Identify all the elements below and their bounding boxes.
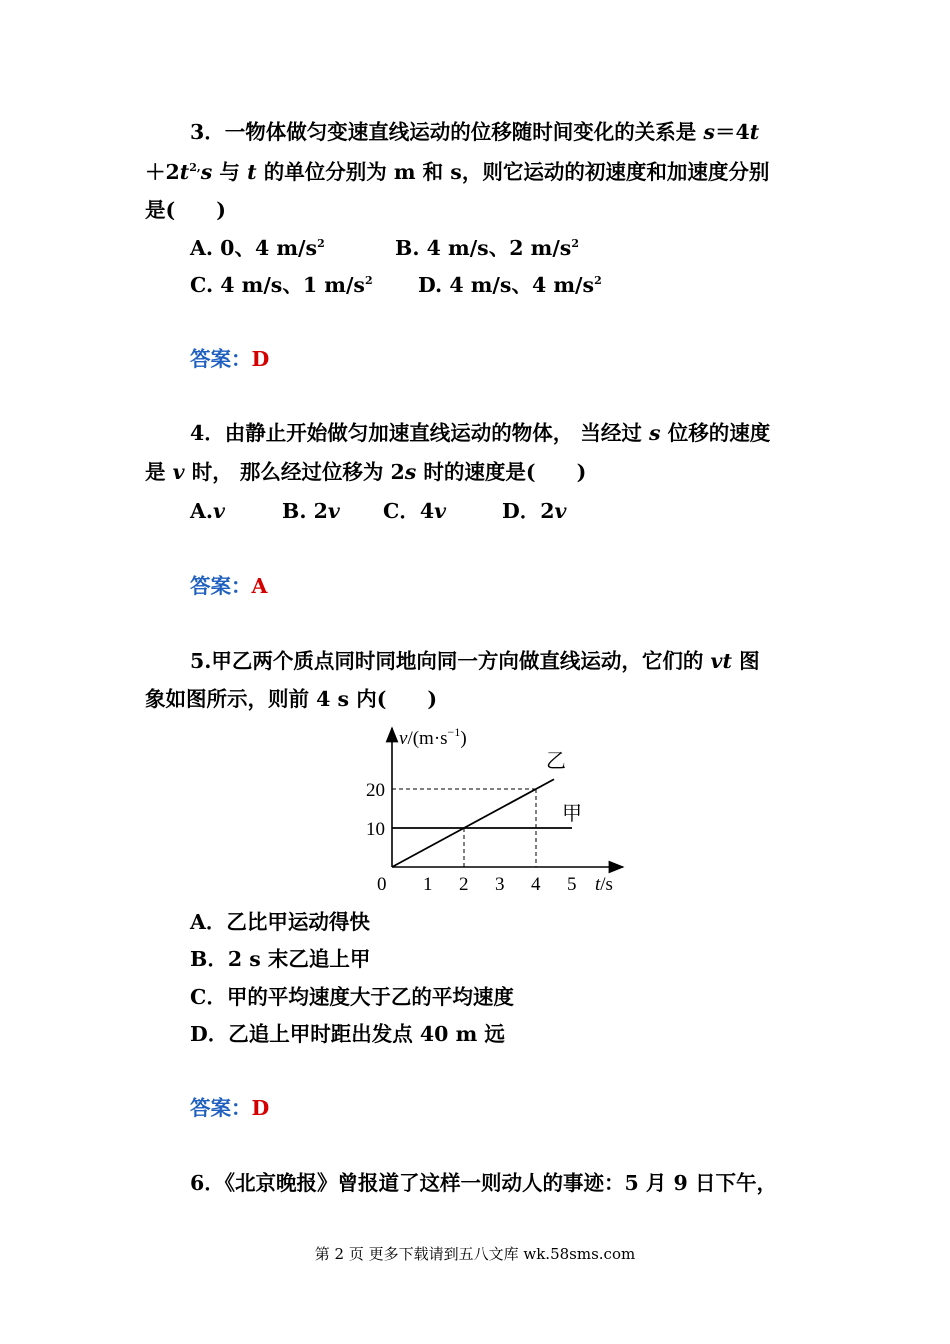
y-tick-label-10: 10	[366, 819, 385, 840]
q3-option-d: D. 4 m/s、4 $m/s^2$	[418, 273, 602, 297]
x-tick-label-1: 1	[423, 874, 433, 895]
q3-stem-line1: 3．一物体做匀变速直线运动的位移随时间变化的关系是 s＝4t	[190, 120, 760, 144]
q4-answer: 答案：A	[190, 574, 268, 598]
q4-option-a: A.v	[190, 499, 225, 523]
q4-stem-line2: 是 v 时， 那么经过位移为 2s 时的速度是( )	[145, 460, 587, 484]
x-tick-label-5: 5	[567, 874, 577, 895]
q5-stem-line1: 5.甲乙两个质点同时同地向同一方向做直线运动，它们的 vt 图	[190, 649, 760, 673]
q3-stem-line3: 是( )	[145, 198, 226, 222]
q4-option-d: D．2v	[502, 499, 567, 523]
x-tick-label-2: 2	[459, 874, 469, 895]
series-label-1: 乙	[546, 750, 566, 773]
q4-option-c: C．4v	[383, 499, 447, 523]
series-line-1	[392, 779, 554, 867]
x-tick-label-3: 3	[495, 874, 505, 895]
q5-option-c: C．甲的平均速度大于乙的平均速度	[190, 985, 514, 1009]
q3-stem-line2: $+2t^{2,}s$ 与 t 的单位分别为 m 和 s，则它运动的初速度和加速度分别	[145, 160, 770, 184]
q3-answer: 答案：D	[190, 347, 270, 371]
q3-option-b: B. 4 m/s、2 $m/s^2$	[395, 236, 579, 260]
q5-answer: 答案：D	[190, 1096, 270, 1120]
y-axis-label: $v/(m\cdot s^{-1})$	[399, 725, 467, 749]
q6-stem-line1: 6．《北京晚报》曾报道了这样一则动人的事迹：5 月 9 日下午，	[190, 1171, 777, 1195]
q4-stem-line1: 4．由静止开始做匀加速直线运动的物体， 当经过 s 位移的速度	[190, 421, 771, 445]
q3-option-a: A. 0、4 $m/s^2$	[190, 236, 325, 260]
origin-label: 0	[377, 874, 387, 895]
series-label-0: 甲	[562, 803, 582, 825]
q5-option-b: B．2 s 末乙追上甲	[190, 947, 371, 971]
y-tick-label-20: 20	[366, 780, 385, 801]
x-axis-label: t/s	[595, 874, 613, 895]
q3-option-c: C. 4 m/s、1 $m/s^2$	[190, 273, 373, 297]
q5-option-a: A．乙比甲运动得快	[190, 910, 370, 934]
page-footer: 第 2 页 更多下载请到五八文库 wk.58sms.com	[314, 1245, 636, 1263]
q5-stem-line2: 象如图所示，则前 4 s 内( )	[145, 687, 438, 711]
q5-option-d: D．乙追上甲时距出发点 40 m 远	[190, 1022, 505, 1046]
vt-chart	[355, 722, 645, 897]
q4-option-b: B. 2v	[282, 499, 340, 523]
x-tick-label-4: 4	[531, 874, 541, 895]
